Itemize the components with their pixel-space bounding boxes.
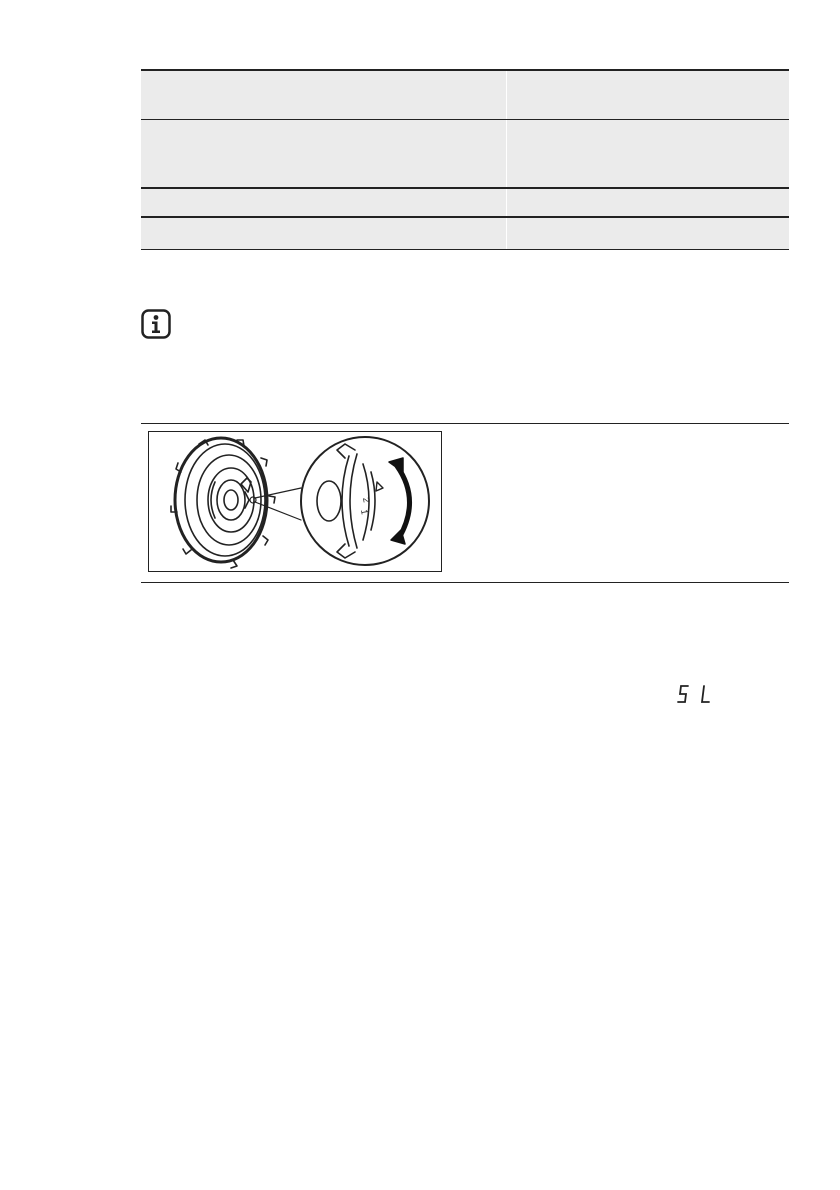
water-softener-figure xyxy=(148,431,442,572)
column-divider xyxy=(506,120,507,187)
dial-mark-1: 1 xyxy=(359,508,370,516)
column-divider xyxy=(506,71,507,119)
column-divider xyxy=(506,189,507,216)
figure-top-rule xyxy=(141,423,789,424)
water-softener-dial xyxy=(171,438,275,568)
seven-segment-display xyxy=(677,684,711,704)
table-bottom-rule xyxy=(141,249,789,250)
table-row xyxy=(141,218,789,249)
dial-mark-2: 2 xyxy=(361,496,372,504)
table-row xyxy=(141,71,789,119)
info-icon xyxy=(141,309,171,339)
figure-bottom-rule xyxy=(141,582,789,583)
table-row xyxy=(141,189,789,216)
table-row xyxy=(141,120,789,187)
column-divider xyxy=(506,218,507,249)
